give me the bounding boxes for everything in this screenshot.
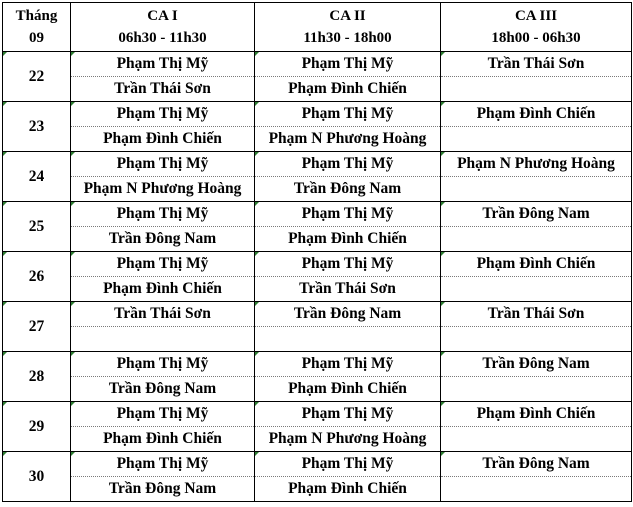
shift-cell[interactable] [255, 402, 441, 452]
staff-name: Phạm Thị Mỹ [255, 252, 440, 277]
shift-cell-stack [71, 352, 254, 401]
shift-cell[interactable] [71, 302, 255, 352]
shift-cell-stack [441, 202, 631, 251]
staff-name: Phạm Thị Mỹ [71, 402, 254, 427]
shift-cell[interactable] [441, 452, 632, 502]
staff-name: Trần Đông Nam [293, 180, 402, 197]
staff-name [441, 227, 631, 251]
staff-name [441, 77, 631, 101]
staff-name: Trần Thái Sơn [71, 302, 254, 327]
staff-name: Trần Đông Nam [108, 230, 217, 247]
shift-name: CA III [514, 8, 558, 24]
shift-header-ca2[interactable] [255, 3, 441, 52]
shift-cell[interactable] [441, 402, 632, 452]
staff-name: Phạm Đình Chiến [441, 252, 631, 277]
shift-cell-stack [441, 302, 631, 351]
shift-cell[interactable] [71, 402, 255, 452]
staff-name [441, 177, 631, 201]
shift-cell[interactable] [255, 452, 441, 502]
shift-name: CA II [329, 8, 366, 24]
shift-cell-stack [255, 152, 440, 201]
table-row [3, 352, 632, 402]
staff-name: Phạm Đình Chiến [441, 102, 631, 127]
shift-cell[interactable] [255, 202, 441, 252]
shift-cell[interactable] [71, 352, 255, 402]
shift-cell-stack [441, 52, 631, 101]
staff-name: Trần Thái Sơn [114, 80, 211, 97]
shift-cell-stack [71, 452, 254, 501]
shift-cell-stack [441, 252, 631, 301]
staff-name: Phạm Thị Mỹ [255, 202, 440, 227]
staff-name: Phạm Đình Chiến [103, 280, 222, 297]
staff-name [441, 327, 631, 351]
day-cell[interactable]: 30 [3, 452, 71, 502]
staff-name: Trần Đông Nam [441, 352, 631, 377]
shift-cell-stack [71, 302, 254, 351]
shift-header-ca3[interactable] [441, 3, 632, 52]
shift-cell-stack [255, 302, 440, 351]
shift-schedule-table [2, 2, 632, 502]
day-cell[interactable]: 29 [3, 402, 71, 452]
schedule-body [3, 52, 632, 502]
shift-cell[interactable] [441, 152, 632, 202]
month-label: Tháng [15, 8, 58, 24]
shift-cell-stack [255, 52, 440, 101]
day-cell[interactable]: 27 [3, 302, 71, 352]
month-value: 09 [29, 30, 44, 46]
staff-name: Phạm Đình Chiến [441, 402, 631, 427]
shift-hours: 11h30 - 18h00 [303, 30, 392, 46]
staff-name [441, 477, 631, 501]
staff-name [441, 127, 631, 151]
table-row [3, 52, 632, 102]
table-row [3, 152, 632, 202]
shift-cell[interactable] [71, 52, 255, 102]
shift-cell-stack [255, 352, 440, 401]
shift-cell[interactable] [255, 152, 441, 202]
header-row [3, 3, 632, 52]
shift-cell[interactable] [441, 202, 632, 252]
staff-name: Trần Thái Sơn [441, 52, 631, 77]
shift-name: CA I [147, 8, 178, 24]
shift-cell[interactable] [255, 52, 441, 102]
shift-cell[interactable] [255, 102, 441, 152]
shift-cell-stack [71, 402, 254, 451]
shift-cell-stack [255, 252, 440, 301]
shift-cell[interactable] [71, 252, 255, 302]
day-cell[interactable]: 23 [3, 102, 71, 152]
shift-cell[interactable] [441, 302, 632, 352]
table-row [3, 102, 632, 152]
staff-name: Phạm Thị Mỹ [255, 452, 440, 477]
day-cell[interactable]: 25 [3, 202, 71, 252]
staff-name: Phạm N Phương Hoàng [268, 430, 427, 447]
staff-name: Phạm Thị Mỹ [255, 52, 440, 77]
shift-cell[interactable] [71, 452, 255, 502]
shift-cell[interactable] [71, 102, 255, 152]
shift-cell-stack [255, 452, 440, 501]
staff-name: Phạm Đình Chiến [103, 430, 222, 447]
shift-cell-stack [71, 52, 254, 101]
day-cell[interactable]: 26 [3, 252, 71, 302]
staff-name: Phạm Đình Chiến [103, 130, 222, 147]
staff-name: Phạm Đình Chiến [288, 480, 407, 497]
shift-cell-stack [441, 452, 631, 501]
shift-header-ca1[interactable] [71, 3, 255, 52]
staff-name: Phạm Thị Mỹ [71, 252, 254, 277]
table-row [3, 252, 632, 302]
staff-name: Trần Đông Nam [441, 202, 631, 227]
staff-name: Phạm N Phương Hoàng [268, 130, 427, 147]
staff-name: Phạm N Phương Hoàng [83, 180, 242, 197]
shift-cell[interactable] [441, 352, 632, 402]
staff-name: Phạm Thị Mỹ [71, 452, 254, 477]
staff-name: Phạm Thị Mỹ [255, 352, 440, 377]
staff-name: Phạm N Phương Hoàng [441, 152, 631, 177]
staff-name: Trần Đông Nam [255, 302, 440, 327]
shift-cell[interactable] [255, 352, 441, 402]
shift-cell[interactable] [71, 202, 255, 252]
staff-name: Trần Đông Nam [441, 452, 631, 477]
shift-cell[interactable] [441, 52, 632, 102]
schedule-sheet [2, 2, 631, 505]
staff-name: Trần Thái Sơn [299, 280, 396, 297]
shift-cell[interactable] [441, 102, 632, 152]
shift-cell-stack [255, 102, 440, 151]
staff-name: Phạm Thị Mỹ [71, 52, 254, 77]
shift-cell-stack [441, 352, 631, 401]
shift-cell-stack [441, 402, 631, 451]
shift-cell-stack [71, 202, 254, 251]
shift-hours: 18h00 - 06h30 [491, 30, 581, 46]
table-row [3, 452, 632, 502]
shift-cell[interactable] [255, 252, 441, 302]
month-header-cell[interactable] [3, 3, 71, 52]
staff-name: Trần Thái Sơn [441, 302, 631, 327]
staff-name [441, 377, 631, 401]
staff-name: Phạm Thị Mỹ [71, 352, 254, 377]
shift-cell[interactable] [71, 152, 255, 202]
staff-name: Phạm Thị Mỹ [71, 102, 254, 127]
staff-name [441, 277, 631, 301]
staff-name: Trần Đông Nam [108, 480, 217, 497]
shift-cell-stack [255, 402, 440, 451]
shift-cell-stack [441, 152, 631, 201]
staff-name [441, 427, 631, 451]
shift-hours: 06h30 - 11h30 [118, 30, 207, 46]
table-row [3, 302, 632, 352]
shift-cell-stack [71, 102, 254, 151]
staff-name: Phạm Đình Chiến [288, 380, 407, 397]
staff-name: Phạm Thị Mỹ [71, 152, 254, 177]
shift-cell-stack [71, 252, 254, 301]
shift-cell-stack [255, 202, 440, 251]
staff-name [255, 327, 440, 351]
shift-cell[interactable] [255, 302, 441, 352]
staff-name: Phạm Đình Chiến [288, 230, 407, 247]
day-cell[interactable]: 22 [3, 52, 71, 102]
staff-name: Phạm Thị Mỹ [255, 402, 440, 427]
staff-name: Phạm Thị Mỹ [71, 202, 254, 227]
table-row [3, 402, 632, 452]
staff-name: Phạm Thị Mỹ [255, 152, 440, 177]
day-cell[interactable]: 24 [3, 152, 71, 202]
staff-name: Phạm Thị Mỹ [255, 102, 440, 127]
staff-name [71, 327, 254, 351]
shift-cell-stack [441, 102, 631, 151]
day-cell[interactable]: 28 [3, 352, 71, 402]
staff-name: Trần Đông Nam [108, 380, 217, 397]
shift-cell[interactable] [441, 252, 632, 302]
staff-name: Phạm Đình Chiến [288, 80, 407, 97]
table-row [3, 202, 632, 252]
shift-cell-stack [71, 152, 254, 201]
